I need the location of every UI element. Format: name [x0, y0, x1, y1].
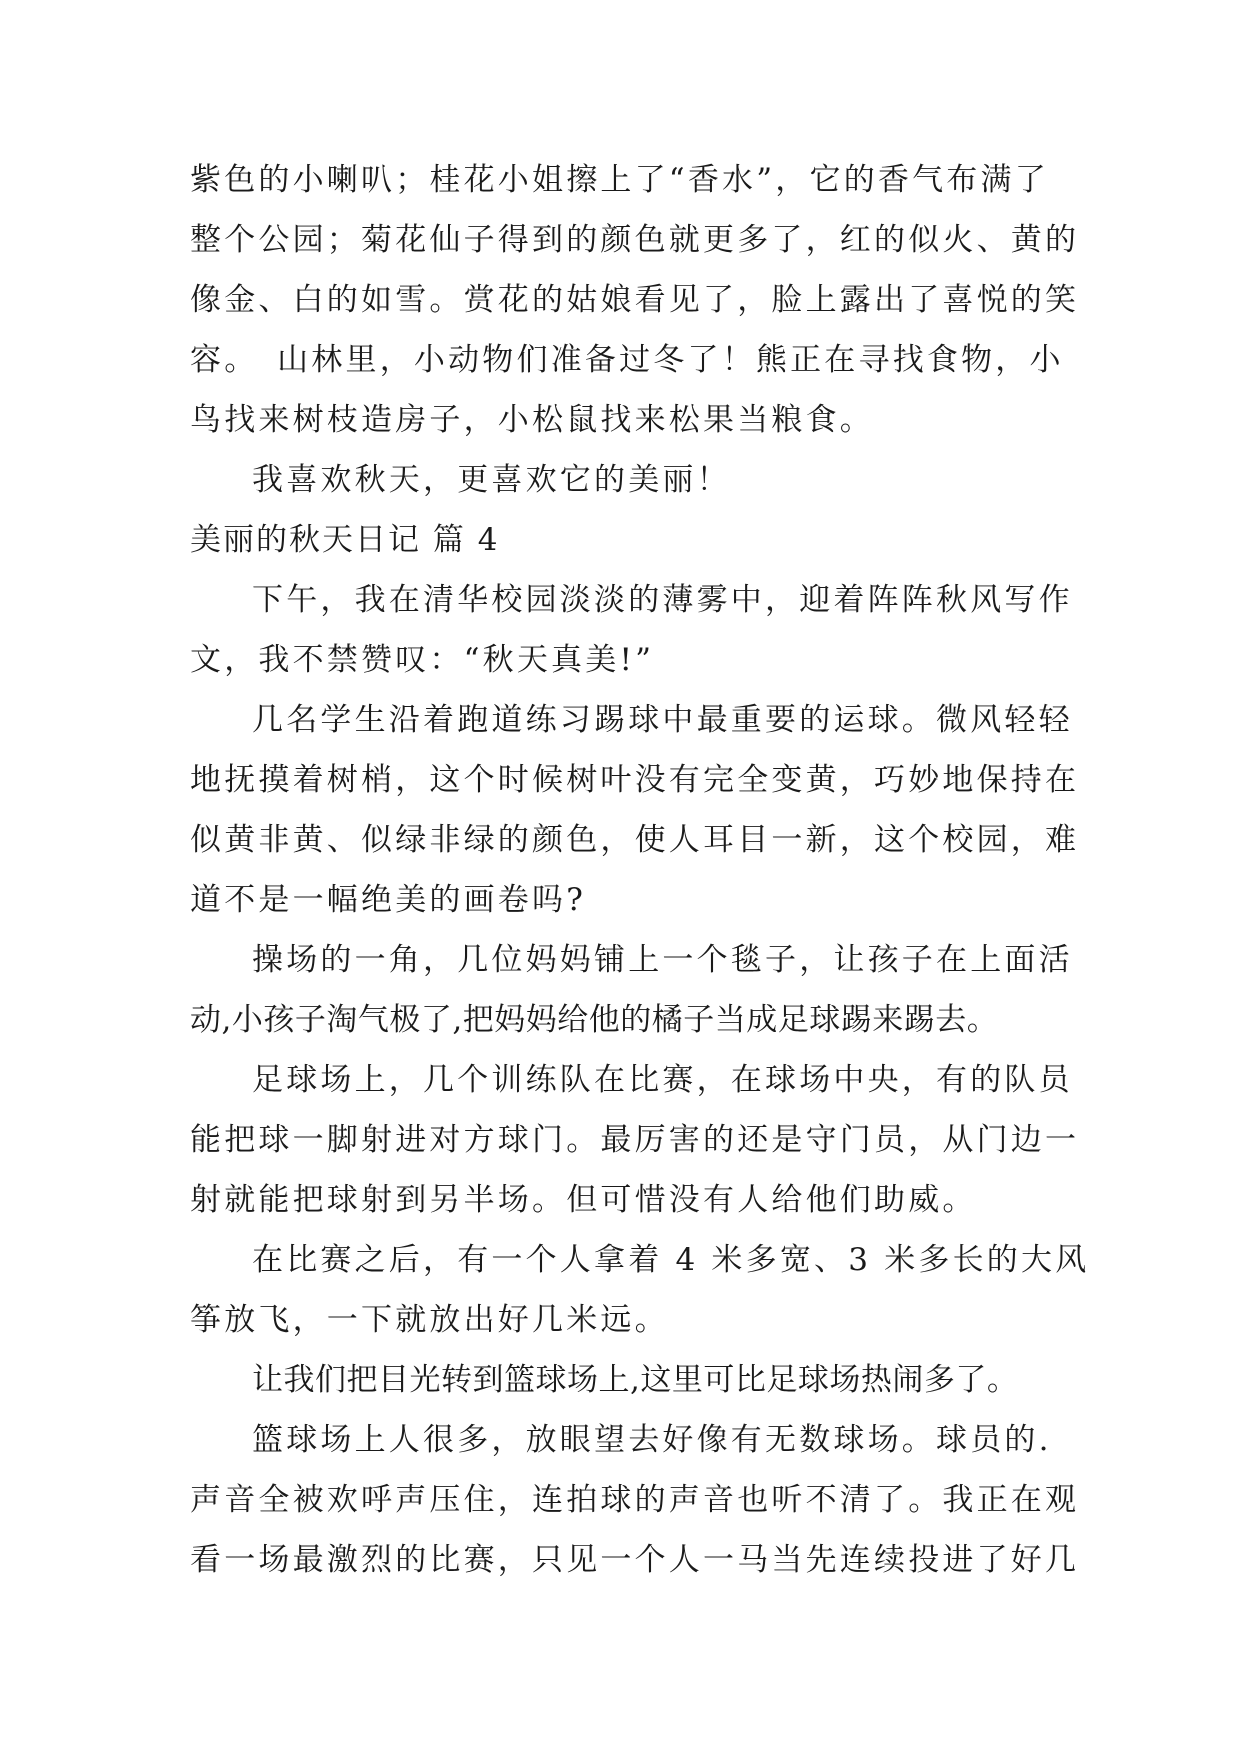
text-line: 道不是一幅绝美的画卷吗?	[190, 882, 587, 918]
text-line: 文，我不禁赞叹：“秋天真美!”	[190, 642, 655, 678]
text-line: 地抚摸着树梢，这个时候树叶没有完全变黄，巧妙地保持在	[190, 762, 1080, 798]
text-line: 紫色的小喇叭；桂花小姐擦上了“香水”，它的香气布满了	[190, 162, 1049, 198]
text-line: 几名学生沿着跑道练习踢球中最重要的运球。微风轻轻	[252, 702, 1073, 738]
text-line: 声音全被欢呼声压住，连拍球的声音也听不清了。我正在观	[190, 1482, 1080, 1518]
text-line: 让我们把目光转到篮球场上,这里可比足球场热闹多了。	[252, 1362, 1019, 1398]
text-line: 篮球场上人很多，放眼望去好像有无数球场。球员的.	[252, 1422, 1052, 1458]
text-line: 下午，我在清华校园淡淡的薄雾中，迎着阵阵秋风写作	[252, 582, 1073, 618]
text-line: 鸟找来树枝造房子，小松鼠找来松果当粮食。	[190, 402, 874, 438]
text-line: 筝放飞，一下就放出好几米远。	[190, 1302, 669, 1338]
document-page	[190, 150, 1090, 1590]
text-line: 似黄非黄、似绿非绿的颜色，使人耳目一新，这个校园，难	[190, 822, 1080, 858]
text-line: 操场的一角，几位妈妈铺上一个毯子，让孩子在上面活	[252, 942, 1073, 978]
text-line: 动,小孩子淘气极了,把妈妈给他的橘子当成足球踢来踢去。	[190, 1002, 999, 1038]
text-line: 能把球一脚射进对方球门。最厉害的还是守门员，从门边一	[190, 1122, 1080, 1158]
text-line: 足球场上，几个训练队在比赛，在球场中央，有的队员	[252, 1062, 1073, 1098]
text-line: 射就能把球射到另半场。但可惜没有人给他们助威。	[190, 1182, 977, 1218]
text-line: 在比赛之后，有一个人拿着 4 米多宽、3 米多长的大风	[252, 1242, 1090, 1278]
text-line: 我喜欢秋天，更喜欢它的美丽！	[252, 462, 731, 498]
section-heading: 美丽的秋天日记 篇 4	[190, 522, 500, 558]
text-line: 整个公园；菊花仙子得到的颜色就更多了，红的似火、黄的	[190, 222, 1080, 258]
text-line: 像金、白的如雪。赏花的姑娘看见了，脸上露出了喜悦的笑	[190, 282, 1080, 318]
text-line: 看一场最激烈的比赛，只见一个人一马当先连续投进了好几	[190, 1542, 1080, 1578]
text-line: 容。 山林里，小动物们准备过冬了！熊正在寻找食物，小	[190, 342, 1064, 378]
